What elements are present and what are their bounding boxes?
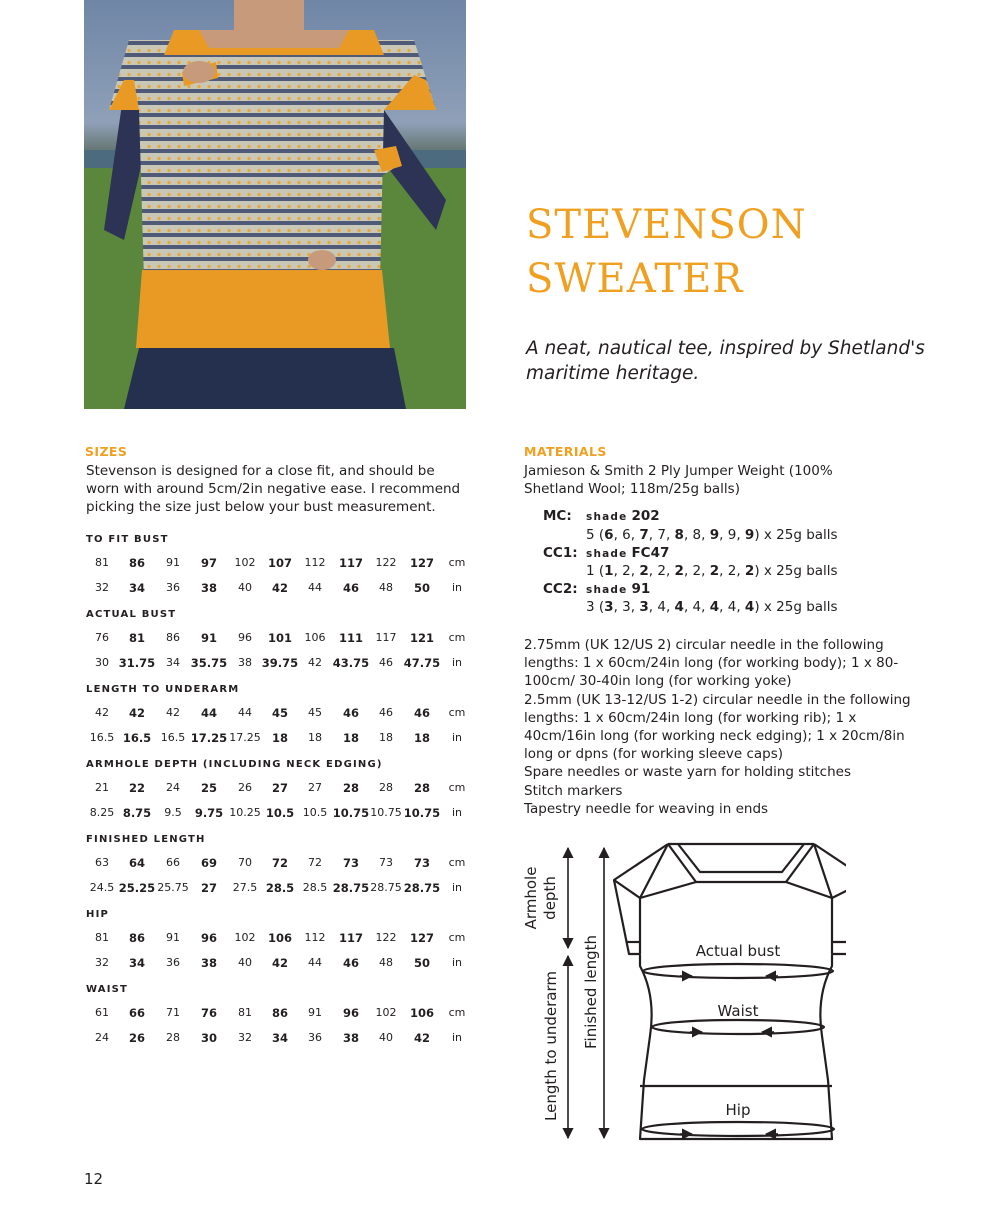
size-cell: 42 bbox=[128, 706, 145, 720]
size-cell: 38 bbox=[200, 956, 217, 970]
yarn-quantity: 1 (1, 2, 2, 2, 2, 2, 2, 2, 2) x 25g balls bbox=[586, 563, 838, 579]
size-unit: cm bbox=[448, 706, 466, 719]
size-cell: 72 bbox=[308, 856, 322, 869]
size-group-label: LENGTH TO UNDERARM bbox=[86, 684, 240, 695]
size-cell: 50 bbox=[413, 956, 430, 970]
size-cell: 71 bbox=[166, 1006, 180, 1019]
size-cell: 91 bbox=[200, 631, 217, 645]
size-group-label: TO FIT BUST bbox=[86, 534, 169, 545]
size-cell: 102 bbox=[234, 931, 256, 944]
size-cell: 39.75 bbox=[261, 656, 299, 670]
size-cell: 34 bbox=[271, 1031, 288, 1045]
size-cell: 86 bbox=[271, 1006, 288, 1020]
size-cell: 38 bbox=[200, 581, 217, 595]
size-row-in bbox=[84, 878, 484, 898]
size-cell: 17.25 bbox=[229, 731, 261, 744]
size-cell: 44 bbox=[308, 956, 322, 969]
size-cell: 36 bbox=[166, 956, 180, 969]
size-cell: 86 bbox=[128, 931, 145, 945]
tool-item: 2.75mm (UK 12/US 2) circular needle in the following lengths: 1 x 60cm/24in long (for working body); 1 x 80-100cm/ 30-40in long (for working yoke) bbox=[524, 637, 899, 690]
size-cell: 111 bbox=[338, 631, 363, 645]
size-cell: 30 bbox=[200, 1031, 217, 1045]
size-unit: cm bbox=[448, 931, 466, 944]
size-cell: 30 bbox=[95, 656, 109, 669]
size-row-in bbox=[84, 578, 484, 598]
size-group-label: FINISHED LENGTH bbox=[86, 834, 206, 845]
size-cell: 42 bbox=[308, 656, 322, 669]
size-cell: 28.5 bbox=[302, 881, 328, 894]
actual-bust-label: Actual bust bbox=[695, 942, 781, 960]
sweater-photo-illustration bbox=[84, 0, 466, 409]
size-cell: 16.5 bbox=[89, 731, 115, 744]
size-cell: 38 bbox=[238, 656, 252, 669]
size-cell: 10.75 bbox=[403, 806, 441, 820]
size-cell: 64 bbox=[128, 856, 145, 870]
size-cell: 48 bbox=[379, 956, 393, 969]
armhole-depth-label-line-1: Armhole bbox=[522, 866, 540, 930]
size-cell: 8.25 bbox=[89, 806, 115, 819]
size-cell: 9.75 bbox=[194, 806, 224, 820]
size-cell: 72 bbox=[271, 856, 288, 870]
size-cell: 42 bbox=[413, 1031, 430, 1045]
size-cell: 28.75 bbox=[332, 881, 370, 895]
size-cell: 102 bbox=[234, 556, 256, 569]
size-cell: 18 bbox=[271, 731, 288, 745]
size-cell: 127 bbox=[409, 931, 434, 945]
size-cell: 97 bbox=[200, 556, 217, 570]
size-cell: 32 bbox=[95, 581, 109, 594]
size-cell: 40 bbox=[238, 956, 252, 969]
size-cell: 42 bbox=[166, 706, 180, 719]
size-cell: 66 bbox=[166, 856, 180, 869]
shade-word: shade bbox=[586, 584, 628, 596]
size-cell: 73 bbox=[413, 856, 430, 870]
size-row-in bbox=[84, 653, 484, 673]
size-cell: 91 bbox=[166, 556, 180, 569]
armhole-depth-label-line-2: depth bbox=[541, 876, 559, 920]
size-cell: 43.75 bbox=[332, 656, 370, 670]
size-cell: 96 bbox=[200, 931, 217, 945]
size-group-label: WAIST bbox=[86, 984, 129, 995]
size-cell: 66 bbox=[128, 1006, 145, 1020]
size-group-label: ARMHOLE DEPTH (INCLUDING NECK EDGING) bbox=[86, 759, 383, 770]
size-cell: 46 bbox=[379, 656, 393, 669]
tool-item: Stitch markers bbox=[524, 782, 623, 799]
size-cell: 32 bbox=[95, 956, 109, 969]
size-cell: 47.75 bbox=[403, 656, 441, 670]
size-cell: 107 bbox=[267, 556, 292, 570]
size-cell: 46 bbox=[379, 706, 393, 719]
size-cell: 21 bbox=[95, 781, 109, 794]
size-cell: 91 bbox=[308, 1006, 322, 1019]
size-unit: in bbox=[451, 581, 463, 594]
size-row-in bbox=[84, 803, 484, 823]
size-cell: 81 bbox=[95, 556, 109, 569]
size-cell: 27 bbox=[271, 781, 288, 795]
size-group-label: HIP bbox=[86, 909, 110, 920]
size-cell: 112 bbox=[304, 556, 326, 569]
size-cell: 50 bbox=[413, 581, 430, 595]
size-cell: 28.75 bbox=[370, 881, 402, 894]
size-cell: 18 bbox=[308, 731, 322, 744]
size-cell: 28.75 bbox=[403, 881, 441, 895]
size-cell: 122 bbox=[375, 931, 397, 944]
size-cell: 28 bbox=[379, 781, 393, 794]
size-cell: 42 bbox=[95, 706, 109, 719]
size-unit: cm bbox=[448, 556, 466, 569]
size-cell: 18 bbox=[413, 731, 430, 745]
tool-item: Spare needles or waste yarn for holding stitches bbox=[524, 764, 851, 781]
size-cell: 96 bbox=[238, 631, 252, 644]
size-row-cm bbox=[84, 928, 484, 948]
size-cell: 81 bbox=[95, 931, 109, 944]
size-cell: 117 bbox=[338, 556, 363, 570]
size-cell: 40 bbox=[379, 1031, 393, 1044]
size-row-in bbox=[84, 728, 484, 748]
size-cell: 76 bbox=[95, 631, 109, 644]
size-row-cm bbox=[84, 778, 484, 798]
pattern-subtitle: A neat, nautical tee, inspired by Shetland's maritime heritage. bbox=[526, 338, 925, 384]
length-to-underarm-label: Length to underarm bbox=[542, 971, 560, 1121]
size-cell: 61 bbox=[95, 1006, 109, 1019]
size-row-in bbox=[84, 953, 484, 973]
size-cell: 27.5 bbox=[232, 881, 258, 894]
size-unit: in bbox=[451, 656, 463, 669]
size-cell: 24 bbox=[166, 781, 180, 794]
size-cell: 34 bbox=[128, 581, 145, 595]
size-cell: 25.25 bbox=[118, 881, 156, 895]
size-cell: 44 bbox=[238, 706, 252, 719]
size-cell: 10.75 bbox=[370, 806, 402, 819]
size-cell: 46 bbox=[342, 956, 359, 970]
size-cell: 91 bbox=[166, 931, 180, 944]
shade-number: FC47 bbox=[631, 545, 670, 561]
sweater-schematic bbox=[516, 836, 846, 1146]
yarn-shade bbox=[586, 581, 650, 597]
size-cell: 34 bbox=[166, 656, 180, 669]
size-cell: 46 bbox=[342, 581, 359, 595]
size-cell: 122 bbox=[375, 556, 397, 569]
yarn-colour-label: CC1: bbox=[543, 545, 578, 561]
size-cell: 81 bbox=[128, 631, 145, 645]
yarn-description: Jamieson & Smith 2 Ply Jumper Weight (100% Shetland Wool; 118m/25g balls) bbox=[524, 463, 833, 498]
size-cell: 17.25 bbox=[190, 731, 228, 745]
yarn-colour-label: MC: bbox=[543, 508, 572, 524]
sizes-heading: SIZES bbox=[85, 444, 128, 459]
size-unit: cm bbox=[448, 781, 466, 794]
size-cell: 31.75 bbox=[118, 656, 156, 670]
size-cell: 24 bbox=[95, 1031, 109, 1044]
size-cell: 10.5 bbox=[265, 806, 295, 820]
yarn-quantity: 5 (6, 6, 7, 7, 8, 8, 9, 9, 9) x 25g balls bbox=[586, 527, 838, 543]
shade-number: 91 bbox=[631, 581, 651, 597]
size-cell: 18 bbox=[379, 731, 393, 744]
size-row-cm bbox=[84, 553, 484, 573]
size-cell: 63 bbox=[95, 856, 109, 869]
size-cell: 8.75 bbox=[122, 806, 152, 820]
size-cell: 28 bbox=[413, 781, 430, 795]
size-cell: 96 bbox=[342, 1006, 359, 1020]
size-cell: 32 bbox=[238, 1031, 252, 1044]
page-number: 12 bbox=[84, 1170, 104, 1188]
tool-item: 2.5mm (UK 13-12/US 1-2) circular needle in the following lengths: 1 x 60cm/24in long (for working rib); 1 x 40cm/16in long (for working neck edging); 1 x 20cm/8in long or dpns (for working sleeve caps) bbox=[524, 691, 911, 763]
size-cell: 26 bbox=[238, 781, 252, 794]
size-cell: 73 bbox=[379, 856, 393, 869]
size-cell: 127 bbox=[409, 556, 434, 570]
finished-length-label: Finished length bbox=[582, 934, 600, 1050]
size-cell: 16.5 bbox=[160, 731, 186, 744]
size-cell: 73 bbox=[342, 856, 359, 870]
size-group-label: ACTUAL BUST bbox=[86, 609, 177, 620]
shade-word: shade bbox=[586, 548, 628, 560]
size-unit: in bbox=[451, 956, 463, 969]
size-cell: 25.75 bbox=[157, 881, 189, 894]
size-cell: 46 bbox=[342, 706, 359, 720]
size-cell: 102 bbox=[375, 1006, 397, 1019]
size-cell: 45 bbox=[271, 706, 288, 720]
size-cell: 121 bbox=[409, 631, 434, 645]
size-cell: 27 bbox=[308, 781, 322, 794]
size-unit: in bbox=[451, 881, 463, 894]
size-cell: 26 bbox=[128, 1031, 145, 1045]
yarn-shade bbox=[586, 545, 669, 561]
size-cell: 27 bbox=[200, 881, 217, 895]
size-cell: 10.75 bbox=[332, 806, 370, 820]
size-unit: in bbox=[451, 1031, 463, 1044]
size-cell: 42 bbox=[271, 956, 288, 970]
size-cell: 86 bbox=[166, 631, 180, 644]
size-cell: 22 bbox=[128, 781, 145, 795]
size-cell: 45 bbox=[308, 706, 322, 719]
size-cell: 18 bbox=[342, 731, 359, 745]
size-cell: 16.5 bbox=[122, 731, 152, 745]
size-cell: 24.5 bbox=[89, 881, 115, 894]
size-unit: in bbox=[451, 806, 463, 819]
hip-label: Hip bbox=[725, 1101, 751, 1119]
size-cell: 10.5 bbox=[302, 806, 328, 819]
tools-list bbox=[524, 636, 924, 818]
size-cell: 112 bbox=[304, 931, 326, 944]
size-cell: 9.5 bbox=[164, 806, 182, 819]
pattern-title-line-1: STEVENSON bbox=[526, 202, 807, 248]
size-row-in bbox=[84, 1028, 484, 1048]
size-cell: 38 bbox=[342, 1031, 359, 1045]
size-cell: 28.5 bbox=[265, 881, 295, 895]
size-unit: cm bbox=[448, 856, 466, 869]
waist-label: Waist bbox=[717, 1002, 759, 1020]
tool-item: Tapestry needle for weaving in ends bbox=[524, 800, 769, 817]
size-cell: 86 bbox=[128, 556, 145, 570]
size-cell: 40 bbox=[238, 581, 252, 594]
size-cell: 28 bbox=[166, 1031, 180, 1044]
size-cell: 10.25 bbox=[229, 806, 261, 819]
materials-heading: MATERIALS bbox=[524, 444, 607, 459]
sweater-photo bbox=[84, 0, 466, 409]
size-cell: 28 bbox=[342, 781, 359, 795]
size-cell: 48 bbox=[379, 581, 393, 594]
size-cell: 70 bbox=[238, 856, 252, 869]
yarn-colour-label: CC2: bbox=[543, 581, 578, 597]
shade-word: shade bbox=[586, 511, 628, 523]
size-cell: 44 bbox=[200, 706, 217, 720]
size-cell: 25 bbox=[200, 781, 217, 795]
size-cell: 36 bbox=[166, 581, 180, 594]
size-row-cm bbox=[84, 1003, 484, 1023]
size-cell: 42 bbox=[271, 581, 288, 595]
size-cell: 106 bbox=[409, 1006, 434, 1020]
size-cell: 81 bbox=[238, 1006, 252, 1019]
size-row-cm bbox=[84, 853, 484, 873]
yarn-shade bbox=[586, 508, 660, 524]
size-unit: in bbox=[451, 731, 463, 744]
pattern-title bbox=[526, 198, 807, 306]
size-cell: 35.75 bbox=[190, 656, 228, 670]
size-row-cm bbox=[84, 703, 484, 723]
size-cell: 69 bbox=[200, 856, 217, 870]
yarn-quantity: 3 (3, 3, 3, 4, 4, 4, 4, 4, 4) x 25g balls bbox=[586, 599, 838, 615]
pattern-title-line-2: SWEATER bbox=[526, 256, 744, 302]
sizes-intro: Stevenson is designed for a close fit, and should be worn with around 5cm/2in negative ease. I recommend picking the size just below your bust measurement. bbox=[86, 463, 461, 516]
size-row-cm bbox=[84, 628, 484, 648]
size-cell: 106 bbox=[267, 931, 292, 945]
size-cell: 46 bbox=[413, 706, 430, 720]
size-cell: 117 bbox=[338, 931, 363, 945]
schematic-outline bbox=[614, 844, 846, 1139]
size-cell: 76 bbox=[200, 1006, 217, 1020]
size-cell: 34 bbox=[128, 956, 145, 970]
size-unit: cm bbox=[448, 631, 466, 644]
size-cell: 106 bbox=[304, 631, 326, 644]
size-unit: cm bbox=[448, 1006, 466, 1019]
size-cell: 36 bbox=[308, 1031, 322, 1044]
shade-number: 202 bbox=[631, 508, 660, 524]
size-cell: 117 bbox=[375, 631, 397, 644]
size-cell: 101 bbox=[267, 631, 292, 645]
size-cell: 44 bbox=[308, 581, 322, 594]
